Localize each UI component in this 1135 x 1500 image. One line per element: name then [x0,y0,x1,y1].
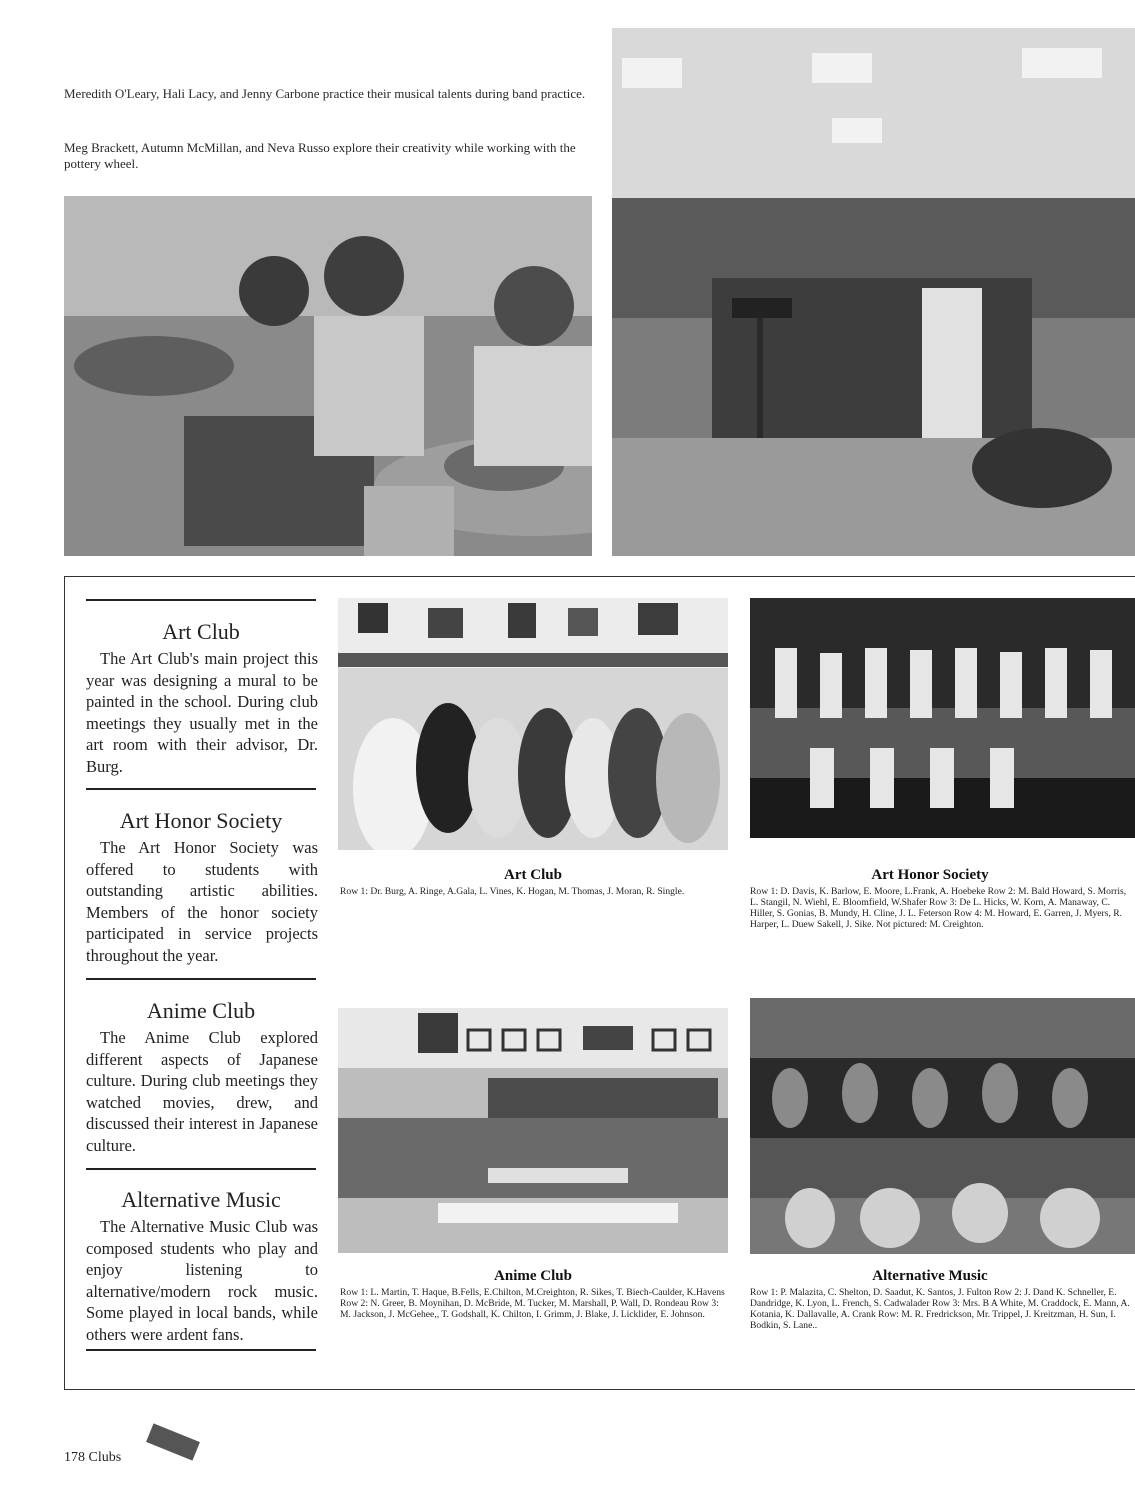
divider [86,788,316,790]
art-club-photo-title: Art Club [504,867,562,883]
section-name: Clubs [88,1450,122,1465]
band-photo [612,28,1135,556]
alternative-music-names: Row 1: P. Malazita, C. Shelton, D. Saadut, K. Santos, J. Fulton Row 2: J. Dand K. Schneller, E. Dandridge, K. Lyon, L. French, S. Cadwalader Row 3: Mrs. B A White, M. Craddock, E. Mann, A. Kotania, K. Dallavalle, A. Crank Row: M. R. Fredrickson, Mr. Trippel, J. Kreitzman, H. Sun, I. Bodkin, S. Lane.. [750,1287,1130,1331]
anime-club-names: Row 1: L. Martin, T. Haque, B.Fells, E.Chilton, M.Creighton, R. Sikes, T. Biech-Caulder, K.Havens Row 2: N. Greer, B. Moynihan, D. McBride, M. Tucker, M. Marshall, P. Wall, D. Rondeau Row 3: M. Jackson, J. McGehee,, T. Godshall, K. Chilton, I. Grimm, J. Blake, J. Licklider, E. Johnson. [340,1287,725,1320]
divider [86,978,316,980]
anime-club-description: The Anime Club explored different aspects of Japanese culture. During club meetings they watched movies, drew, and discussed their interest in Japanese culture. [86,1028,318,1155]
art-honor-society-group-photo [750,598,1135,838]
alternative-music-description: The Alternative Music Club was composed students who play and enjoy listening to alternative/modern rock music. Some played in local bands, while others were ardent fans. [86,1217,318,1344]
anime-club-group-photo [338,1008,728,1253]
decorative-tab-icon [146,1423,200,1460]
art-club-heading: Art Club [162,619,240,644]
pottery-photo [64,196,592,556]
pottery-photo-caption: Meg Brackett, Autumn McMillan, and Neva Russo explore their creativity while working with the pottery wheel. [64,140,576,171]
alternative-music-heading: Alternative Music [121,1187,281,1212]
page-footer [64,1450,121,1466]
art-honor-society-heading: Art Honor Society [119,808,283,833]
alternative-music-photo-title: Alternative Music [872,1268,988,1284]
art-club-names: Row 1: Dr. Burg, A. Ringe, A.Gala, L. Vines, K. Hogan, M. Thomas, J. Moran, R. Single. [340,886,685,897]
page-number: 178 [64,1450,85,1465]
anime-club-photo-title: Anime Club [494,1268,572,1284]
band-photo-caption: Meredith O'Leary, Hali Lacy, and Jenny Carbone practice their musical talents during band practice. [64,86,586,101]
art-honor-society-photo-title: Art Honor Society [871,867,989,883]
alternative-music-group-photo [750,998,1135,1254]
art-club-description: The Art Club's main project this year was designing a mural to be painted in the school. During club meetings they usually met in the art room with their advisor, Dr. Burg. [86,649,318,776]
anime-club-heading: Anime Club [146,998,256,1023]
divider [86,1349,316,1351]
art-honor-society-description: The Art Honor Society was offered to students with outstanding artistic abilities. Members of the honor society participated in service projects throughout the year. [86,838,318,965]
divider [86,1168,316,1170]
divider [86,599,316,601]
art-club-group-photo [338,598,728,850]
art-honor-society-names: Row 1: D. Davis, K. Barlow, E. Moore, L.Frank, A. Hoebeke Row 2: M. Bald Howard, S. Morris, L. Stangil, N. Wiehl, E. Bloomfield, W.Shafer Row 3: De L. Hicks, W. Korn, A. Manaway, C. Hiller, S. Gonias, B. Mundy, H. Cline, J. L. Feterson Row 4: M. Howard, E. Garren, J. Myers, R. Harper, L. Duew Sakell, J. Sike. Not pictured: M. Creighton. [750,886,1127,930]
